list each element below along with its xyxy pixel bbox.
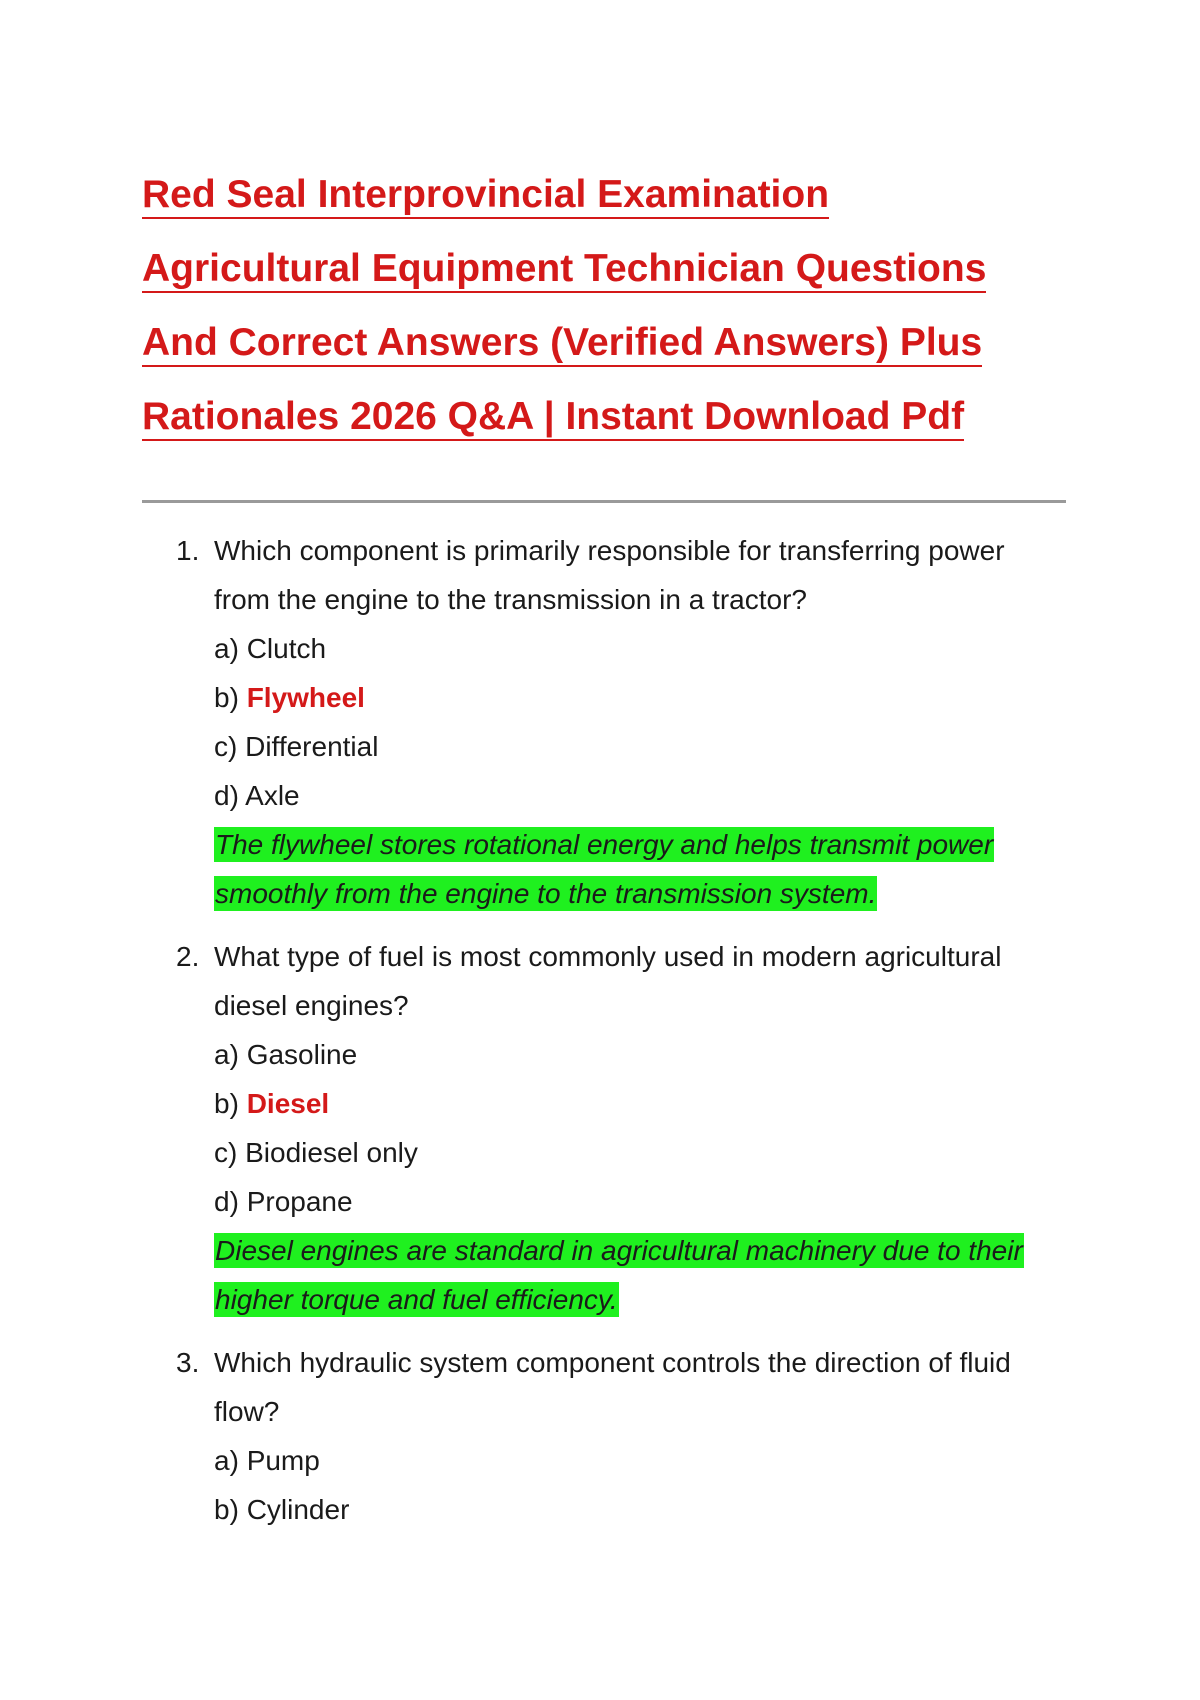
title-line-3: And Correct Answers (Verified Answers) Plus — [142, 321, 982, 367]
option-d: d) Propane — [214, 1186, 353, 1217]
rationale-text: The flywheel stores rotational energy and helps transmit power smoothly from the engine to the transmission system. — [215, 829, 994, 909]
correct-answer: Flywheel — [246, 682, 365, 713]
option-b-text: Cylinder — [246, 1494, 350, 1525]
title-line-1: Red Seal Interprovincial Examination — [142, 173, 829, 219]
horizontal-divider — [142, 500, 1066, 503]
question-text: Which component is primarily responsible for transferring power from the engine to the transmission in a tractor? — [214, 535, 1005, 615]
option-b: b) Cylinder — [214, 1494, 350, 1525]
question-text: What type of fuel is most commonly used in modern agricultural diesel engines? — [214, 941, 1002, 1021]
rationale — [214, 1226, 1066, 1324]
option-d-text: Propane — [246, 1186, 353, 1217]
option-c-text: Biodiesel only — [245, 1137, 418, 1168]
question-number: 1. — [176, 535, 200, 566]
option-a-text: Pump — [246, 1445, 320, 1476]
question-3 — [176, 1338, 1066, 1534]
option-c: c) Biodiesel only — [214, 1137, 418, 1168]
option-a: a) Gasoline — [214, 1039, 358, 1070]
question-text: Which hydraulic system component controls the direction of fluid flow? — [214, 1347, 1011, 1427]
option-d-text: Axle — [245, 780, 300, 811]
option-d: d) Axle — [214, 780, 300, 811]
question-number: 2. — [176, 941, 200, 972]
question-1 — [176, 526, 1066, 918]
title-line-4: Rationales 2026 Q&A | Instant Download Pdf — [142, 395, 964, 441]
option-c-text: Differential — [245, 731, 379, 762]
rationale-text: Diesel engines are standard in agricultural machinery due to their higher torque and fuel efficiency. — [215, 1235, 1023, 1315]
option-a: a) Pump — [214, 1445, 320, 1476]
title-line-2: Agricultural Equipment Technician Questions — [142, 247, 986, 293]
option-a-text: Gasoline — [246, 1039, 358, 1070]
correct-answer: Diesel — [246, 1088, 330, 1119]
question-list — [176, 526, 1066, 1548]
rationale — [214, 820, 1066, 918]
option-c: c) Differential — [214, 731, 379, 762]
question-number: 3. — [176, 1347, 200, 1378]
document-title — [142, 158, 1082, 454]
option-b: b) Diesel — [214, 1088, 330, 1119]
option-a-text: Clutch — [246, 633, 327, 664]
option-b: b) Flywheel — [214, 682, 365, 713]
question-2 — [176, 932, 1066, 1324]
option-a: a) Clutch — [214, 633, 327, 664]
